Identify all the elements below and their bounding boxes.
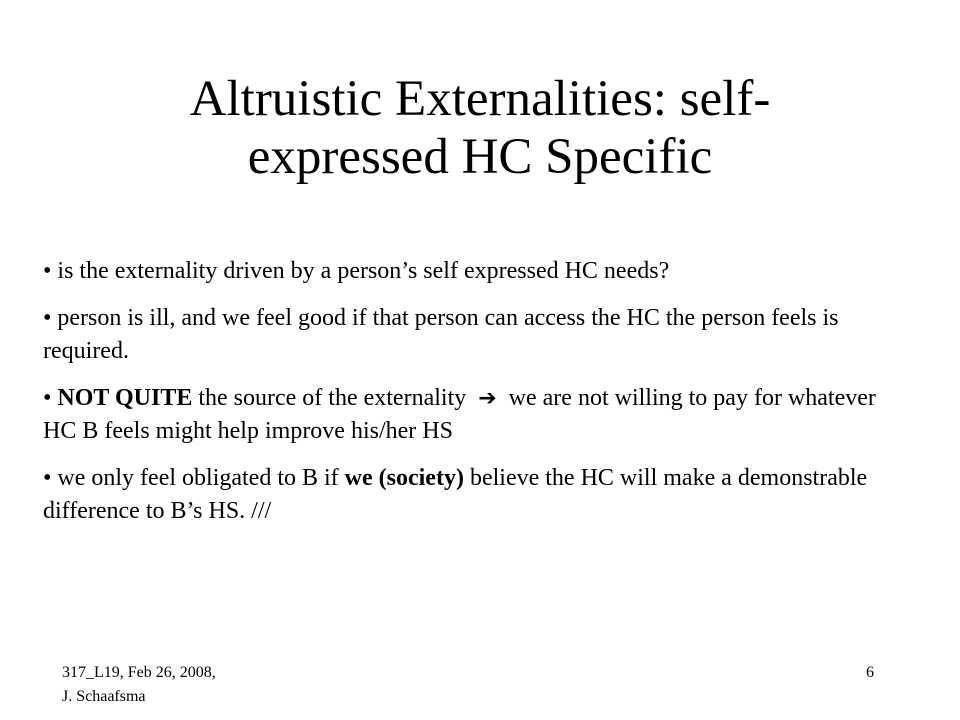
- right-arrow-icon: ➔: [478, 386, 497, 411]
- bullet-3-middle: the source of the externality: [192, 385, 473, 411]
- bullet-1-text: • is the externality driven by a person’s self expressed HC needs?: [43, 258, 670, 284]
- bullet-4-prefix: • we only feel obligated to B if: [43, 465, 345, 491]
- bullet-4-rest: believe the HC will make a demonstrable difference to B’s HS. ///: [43, 465, 868, 524]
- page-number: 6: [866, 664, 874, 681]
- bullet-3-rest: we are not willing to pay for whatever HC B feels might help improve his/her HS: [43, 385, 876, 444]
- bullet-3-prefix: •: [43, 385, 58, 411]
- footer-line-2: J. Schaafsma: [62, 688, 146, 705]
- slide-title: [80, 70, 880, 186]
- slide-title-line-1: Altruistic Externalities: self-: [189, 71, 771, 127]
- bullet-item-2: [43, 302, 903, 368]
- slide-title-line-2: expressed HC Specific: [247, 129, 713, 185]
- bullet-item-1: [43, 255, 903, 288]
- footer-source: [62, 661, 302, 709]
- bullet-3-bold: NOT QUITE: [57, 385, 193, 411]
- footer-line-1: 317_L19, Feb 26, 2008,: [62, 664, 216, 681]
- bullet-2-text: • person is ill, and we feel good if that person can access the HC the person feels is required.: [43, 305, 839, 364]
- bullet-list: [43, 255, 903, 542]
- bullet-item-3: [43, 382, 903, 448]
- bullet-item-4: [43, 462, 903, 528]
- bullet-4-bold: we (society): [344, 465, 464, 491]
